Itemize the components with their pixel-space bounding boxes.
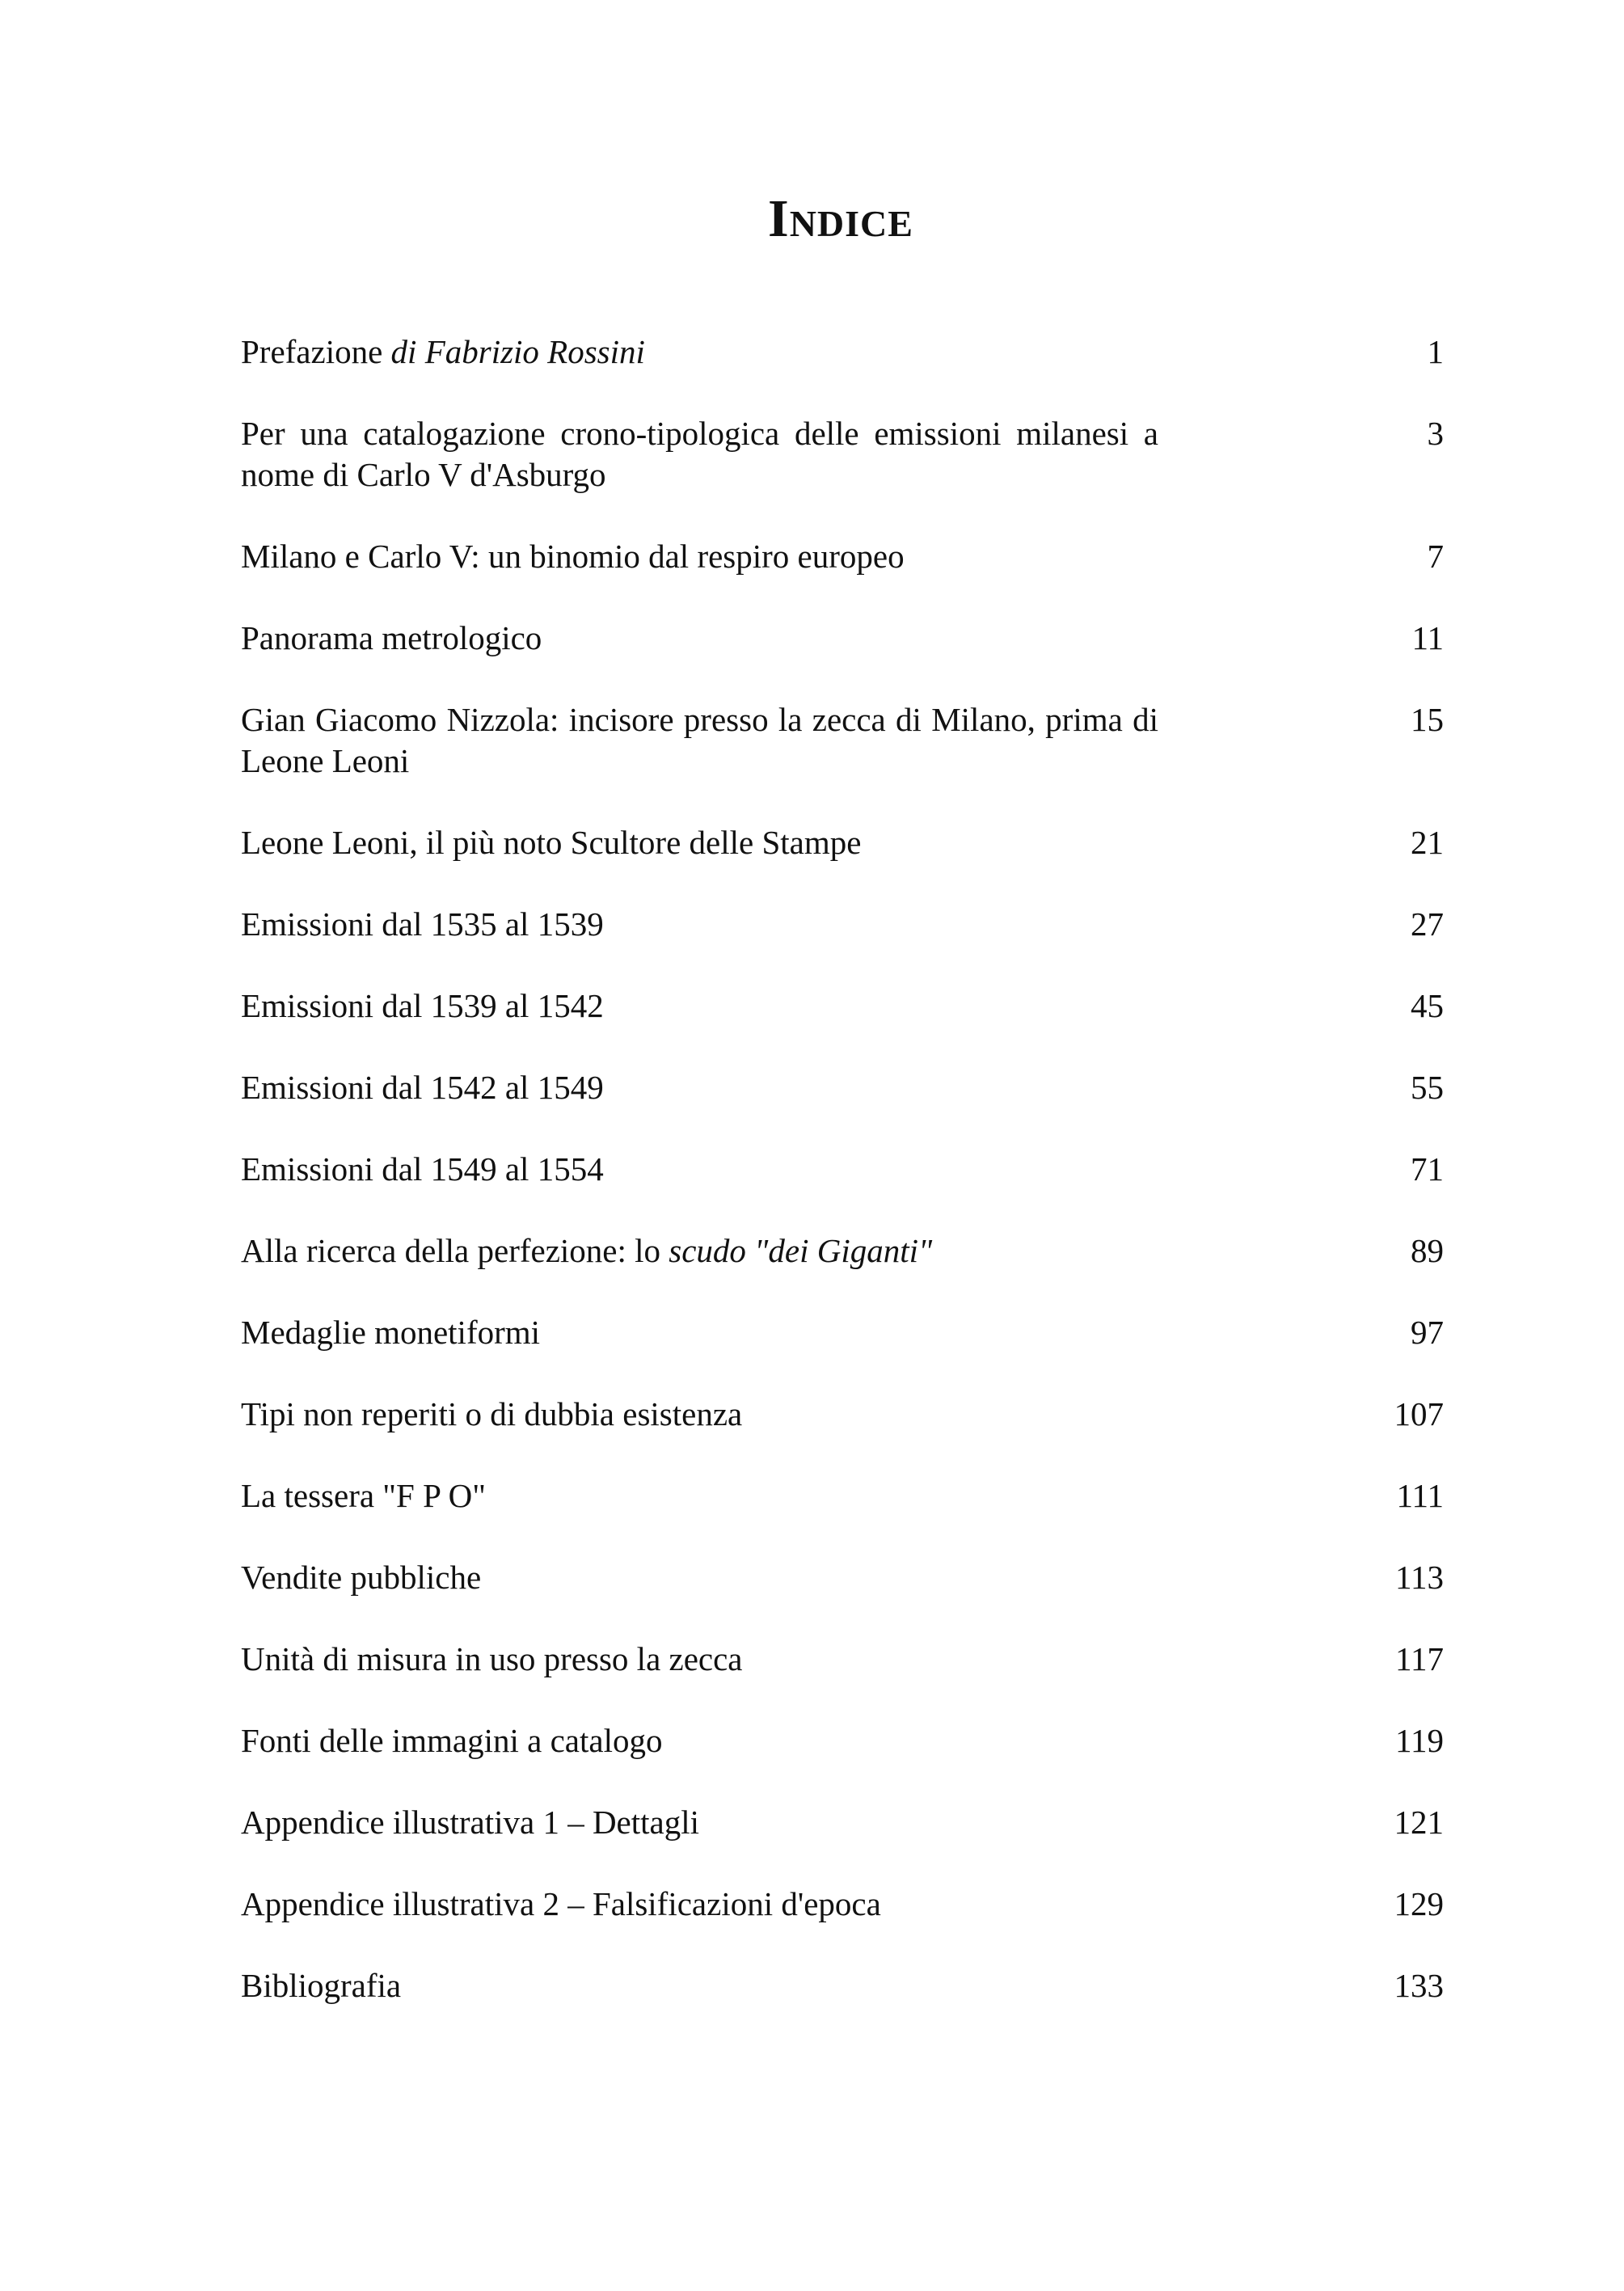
toc-entry-page-number: 133 — [1394, 1967, 1444, 2004]
toc-entry-page-number: 45 — [1411, 987, 1444, 1024]
toc-entry-title — [241, 1230, 1158, 1272]
toc-entry-title — [241, 1965, 1158, 2006]
toc-entry[interactable] — [241, 1802, 1444, 1843]
toc-entry-title — [241, 1884, 1158, 1925]
toc-entry[interactable] — [241, 331, 1444, 373]
toc-entry[interactable] — [241, 1475, 1444, 1517]
toc-entry-page-number: 119 — [1395, 1722, 1444, 1759]
toc-entry-page-number: 7 — [1427, 538, 1444, 575]
toc-entry[interactable] — [241, 1720, 1444, 1761]
toc-entry[interactable] — [241, 1394, 1444, 1435]
toc-entry-title-text: Gian Giacomo Nizzola: incisore presso la zecca di Milano, prima di Leone Leoni — [241, 701, 1158, 779]
toc-entry-title-text: Emissioni dal 1539 al 1542 — [241, 987, 604, 1024]
toc-entry[interactable] — [241, 904, 1444, 945]
toc-entry[interactable] — [241, 699, 1444, 782]
toc-entry-title — [241, 699, 1158, 782]
toc-entry[interactable] — [241, 1639, 1444, 1680]
toc-entry-title — [241, 1639, 1158, 1680]
toc-entry[interactable] — [241, 1230, 1444, 1272]
table-of-contents — [241, 331, 1444, 2047]
toc-entry[interactable] — [241, 1884, 1444, 1925]
toc-entry-page-number: 111 — [1396, 1477, 1444, 1514]
toc-entry[interactable] — [241, 1312, 1444, 1353]
toc-entry-title — [241, 985, 1158, 1027]
toc-entry-title — [241, 1149, 1158, 1190]
toc-entry-title — [241, 1394, 1158, 1435]
toc-entry-title-text: Unità di misura in uso presso la zecca — [241, 1640, 743, 1677]
toc-entry-title-text: Bibliografia — [241, 1967, 402, 2004]
toc-entry[interactable] — [241, 618, 1444, 659]
toc-entry-title-italic: di Fabrizio Rossini — [390, 333, 645, 370]
toc-entry-title — [241, 1475, 1158, 1517]
toc-entry-title-text: Milano e Carlo V: un binomio dal respiro europeo — [241, 538, 905, 575]
toc-entry-title-italic: scudo "dei Giganti" — [669, 1232, 933, 1269]
toc-entry-title-text: Emissioni dal 1549 al 1554 — [241, 1150, 604, 1188]
toc-entry-page-number: 113 — [1395, 1559, 1444, 1596]
toc-entry-title — [241, 536, 1158, 577]
toc-entry-page-number: 55 — [1411, 1069, 1444, 1106]
toc-entry-title-text: Emissioni dal 1542 al 1549 — [241, 1069, 604, 1106]
toc-entry-title — [241, 1720, 1158, 1761]
toc-entry-page-number: 71 — [1411, 1150, 1444, 1188]
toc-entry-title-text: Leone Leoni, il più noto Scultore delle Stampe — [241, 824, 862, 861]
toc-entry-title-text: La tessera "F P O" — [241, 1477, 486, 1514]
toc-entry-title — [241, 1067, 1158, 1108]
toc-entry-page-number: 107 — [1394, 1395, 1444, 1432]
toc-entry-title-text: Emissioni dal 1535 al 1539 — [241, 905, 604, 943]
toc-entry-title — [241, 331, 1158, 373]
toc-entry-title-text: Tipi non reperiti o di dubbia esistenza — [241, 1395, 743, 1432]
toc-entry-title-text: Appendice illustrativa 1 – Dettagli — [241, 1804, 700, 1841]
toc-entry-title — [241, 618, 1158, 659]
toc-entry[interactable] — [241, 1557, 1444, 1598]
toc-entry-page-number: 89 — [1411, 1232, 1444, 1269]
toc-entry-page-number: 15 — [1411, 701, 1444, 738]
toc-entry-title — [241, 413, 1158, 496]
toc-entry-title — [241, 1802, 1158, 1843]
toc-entry-page-number: 97 — [1411, 1314, 1444, 1351]
toc-entry-page-number: 11 — [1411, 619, 1444, 656]
toc-entry-title-text: Vendite pubbliche — [241, 1559, 482, 1596]
toc-entry-title-text: Fonti delle immagini a catalogo — [241, 1722, 663, 1759]
toc-entry[interactable] — [241, 1067, 1444, 1108]
toc-entry-title — [241, 822, 1158, 863]
toc-entry[interactable] — [241, 413, 1444, 496]
toc-entry-title — [241, 1557, 1158, 1598]
toc-entry-page-number: 21 — [1411, 824, 1444, 861]
toc-entry-title-text: Medaglie monetiformi — [241, 1314, 541, 1351]
toc-entry[interactable] — [241, 1149, 1444, 1190]
page-title: Indice — [768, 189, 913, 248]
toc-entry-page-number: 27 — [1411, 905, 1444, 943]
toc-entry[interactable] — [241, 536, 1444, 577]
toc-entry-title-text: Panorama metrologico — [241, 619, 542, 656]
toc-entry-title-text: Prefazione — [241, 333, 391, 370]
toc-entry-page-number: 3 — [1427, 415, 1444, 452]
toc-entry-title-text: Alla ricerca della perfezione: lo — [241, 1232, 669, 1269]
toc-entry-page-number: 1 — [1427, 333, 1444, 370]
toc-entry-title-text: Per una catalogazione crono-tipologica delle emissioni milanesi a nome di Carlo V d'Asburgo — [241, 415, 1158, 493]
toc-entry[interactable] — [241, 822, 1444, 863]
toc-entry-title — [241, 1312, 1158, 1353]
toc-entry[interactable] — [241, 1965, 1444, 2006]
toc-entry-title-text: Appendice illustrativa 2 – Falsificazioni d'epoca — [241, 1885, 881, 1922]
toc-entry-title — [241, 904, 1158, 945]
toc-entry-page-number: 129 — [1394, 1885, 1444, 1922]
toc-entry[interactable] — [241, 985, 1444, 1027]
toc-entry-page-number: 117 — [1395, 1640, 1444, 1677]
toc-entry-page-number: 121 — [1394, 1804, 1444, 1841]
